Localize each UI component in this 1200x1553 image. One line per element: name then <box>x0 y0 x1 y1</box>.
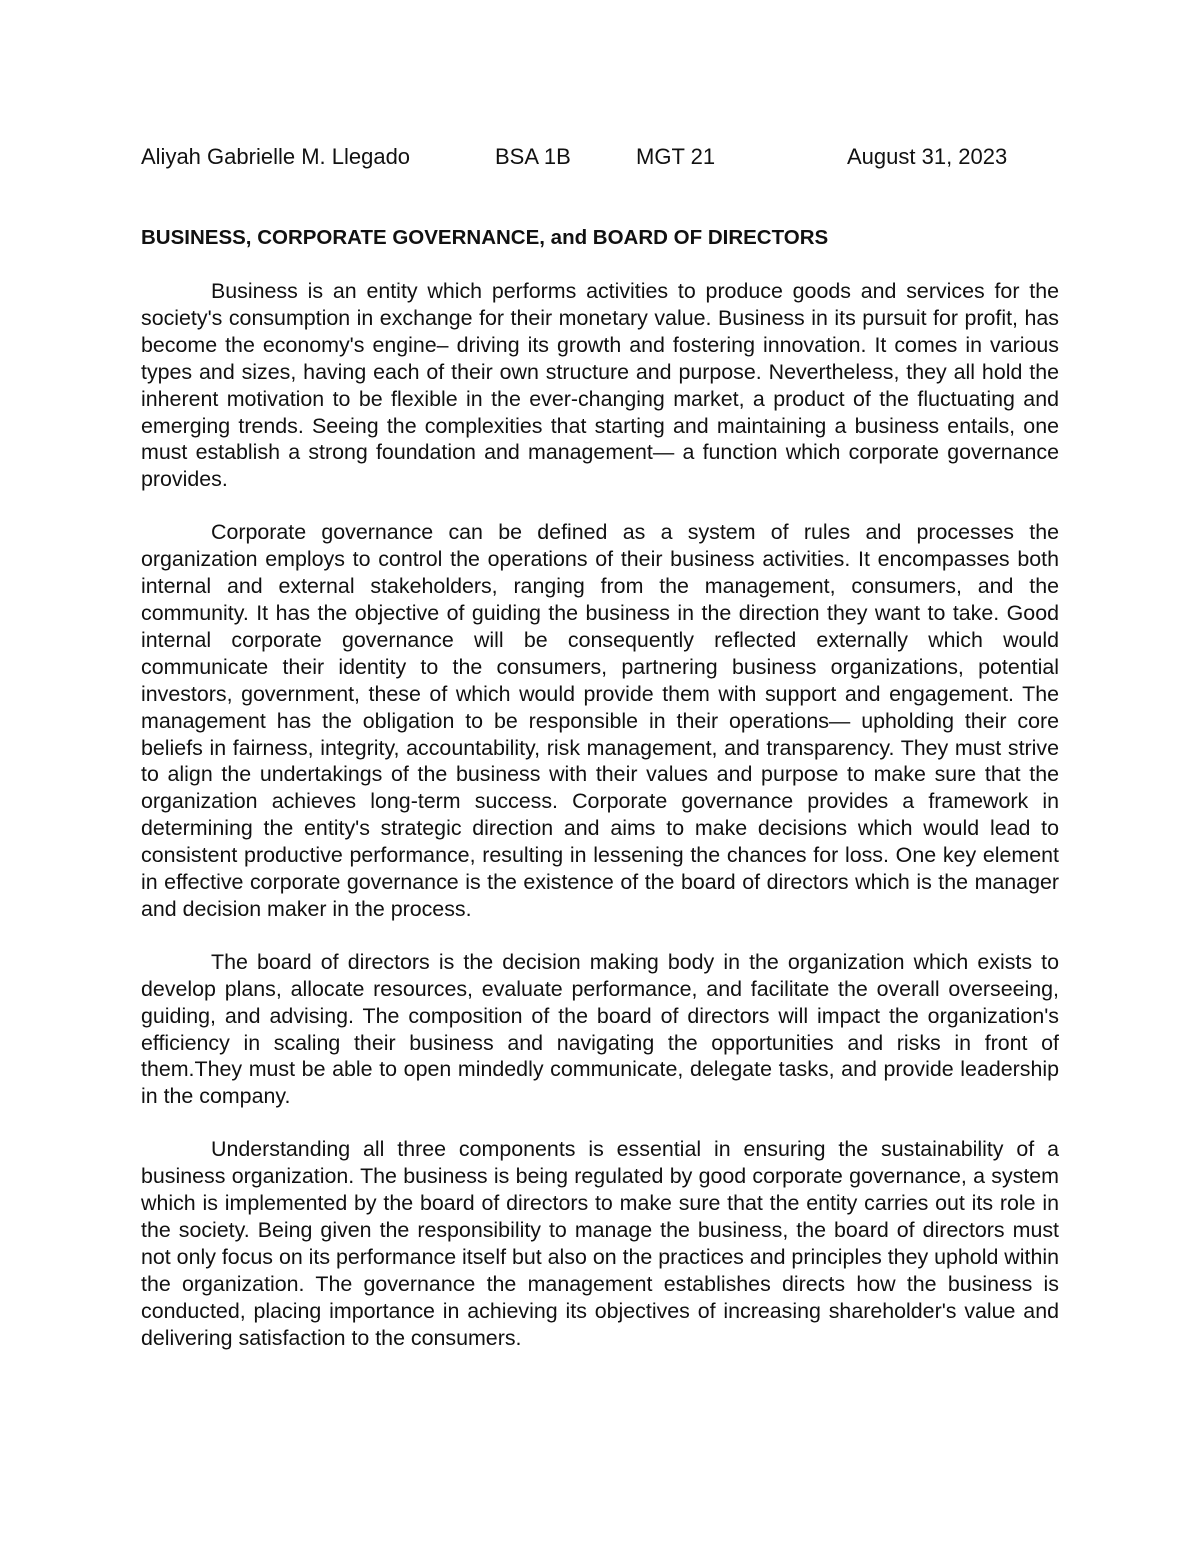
paragraph-board-of-directors: The board of directors is the decision making body in the organization which exists to develop plans, allocate resources, evaluate performance, and facilitate the overall overseeing, guiding, and advising. The composition of the board of directors will impact the organization's efficiency in scaling their business and navigating the opportunities and risks in front of them.They must be able to open mindedly communicate, delegate tasks, and provide leadership in the company. <box>141 949 1059 1109</box>
document-title: BUSINESS, CORPORATE GOVERNANCE, and BOARD OF DIRECTORS <box>141 226 829 249</box>
paragraph-business: Business is an entity which performs activities to produce goods and services for the society's consumption in exchange for their monetary value. Business in its pursuit for profit, has become the economy's engine– driving its growth and fostering innovation. It comes in various types and sizes, having each of their own structure and purpose. Nevertheless, they all hold the inherent motivation to be flexible in the ever-changing market, a product of the fluctuating and emerging trends. Seeing the complexities that starting and maintaining a business entails, one must establish a strong foundation and management— a function which corporate governance provides. <box>141 279 1059 492</box>
document-header <box>141 142 1061 172</box>
paragraph-corporate-governance: Corporate governance can be defined as a system of rules and processes the organization employs to control the operations of their business activities. It encompasses both internal and external stakeholders, ranging from the management, consumers, and the community. It has the objective of guiding the business in the direction they want to take. Good internal corporate governance will be consequently reflected externally which would communicate their identity to the consumers, partnering business organizations, potential investors, government, these of which would provide them with support and engagement. The management has the obligation to be responsible in their operations— upholding their core beliefs in fairness, integrity, accountability, risk management, and transparency. They must strive to align the undertakings of the business with their values and purpose to make sure that the organization achieves long-term success. Corporate governance provides a framework in determining the entity's strategic direction and aims to make decisions which would lead to consistent productive performance, resulting in lessening the chances for loss. One key element in effective corporate governance is the existence of the board of directors which is the manager and decision maker in the process. <box>141 520 1059 921</box>
course-code: MGT 21 <box>636 144 716 169</box>
program-section: BSA 1B <box>495 144 571 169</box>
document-body <box>141 278 1059 1378</box>
submission-date: August 31, 2023 <box>847 144 1008 169</box>
author-name: Aliyah Gabrielle M. Llegado <box>141 144 411 169</box>
paragraph-conclusion: Understanding all three components is essential in ensuring the sustainability of a business organization. The business is being regulated by good corporate governance, a system which is implemented by the board of directors to make sure that the entity carries out its role in the society. Being given the responsibility to manage the business, the board of directors must not only focus on its performance itself but also on the practices and principles they uphold within the organization. The governance the management establishes directs how the business is conducted, placing importance in achieving its objectives of increasing shareholder's value and delivering satisfaction to the consumers. <box>141 1137 1059 1350</box>
